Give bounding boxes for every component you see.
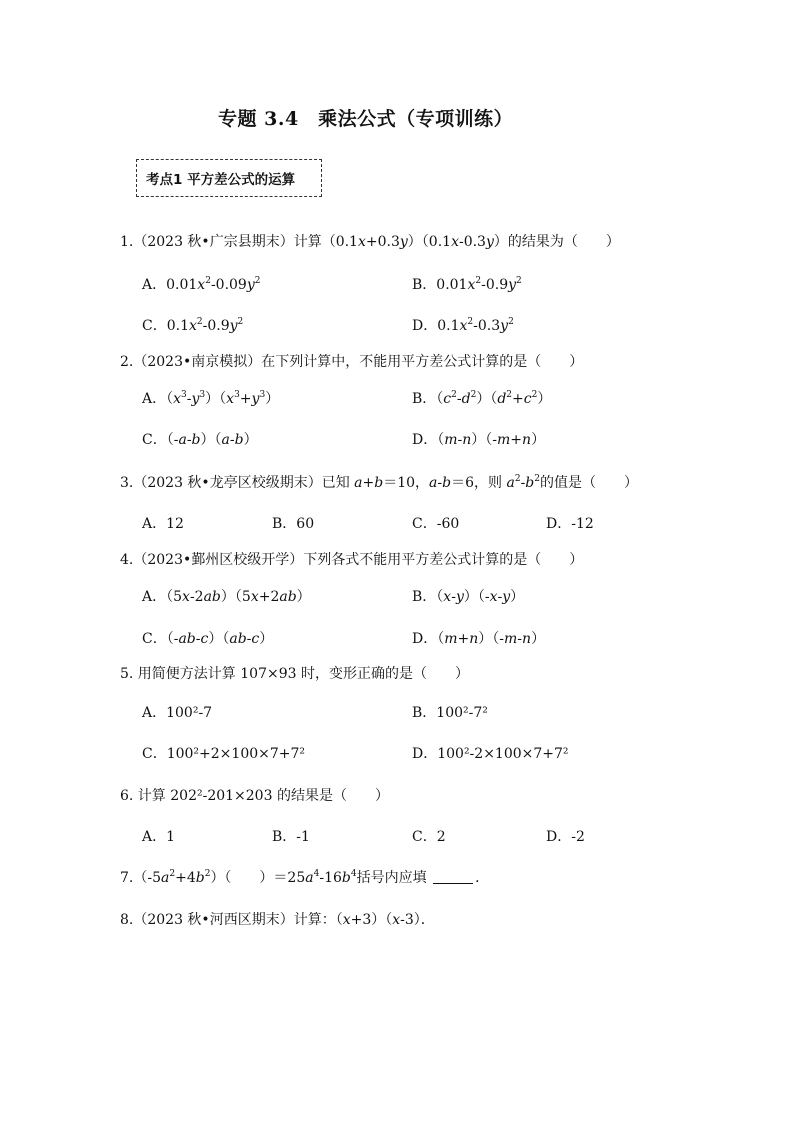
question-3: 3.（2023 秋•龙亭区校级期末）已知 a+b＝10，a-b＝6，则 $a^2-b^2$的值是（ ） bbox=[120, 474, 638, 491]
q3-option-c: C．-60 bbox=[412, 516, 460, 532]
q1-option-c: C．$0.1x^2-0.9y^2$ bbox=[142, 317, 244, 334]
question-4: 4.（2023•鄞州区校级开学）下列各式不能用平方差公式计算的是（ ） bbox=[120, 552, 584, 568]
topic-box: 考点1 平方差公式的运算 bbox=[136, 159, 322, 197]
question-5: 5. 用简便方法计算 107×93 时，变形正确的是（ ） bbox=[120, 666, 469, 682]
q2-option-c: C．（-a-b）（a-b） bbox=[142, 432, 258, 448]
q1-option-b: B．$0.01x^2-0.9y^2$ bbox=[412, 276, 522, 293]
question-6: 6. 计算 202²-201×203 的结果是（ ） bbox=[120, 788, 389, 804]
q4-option-b: B．（x-y）（-x-y） bbox=[412, 589, 525, 605]
q6-option-b: B．-1 bbox=[272, 829, 310, 845]
q2-option-b: B．$(c^2-d^2)(d^2+c^2)$ bbox=[412, 390, 552, 407]
q4-option-c: C．（-ab-c）（ab-c） bbox=[142, 631, 274, 647]
q1-option-d: D．$0.1x^2-0.3y^2$ bbox=[412, 317, 514, 334]
question-2: 2.（2023•南京模拟）在下列计算中，不能用平方差公式计算的是（ ） bbox=[120, 354, 584, 370]
q5-option-c: C．100²+2×100×7+7² bbox=[142, 746, 306, 762]
q6-option-d: D．-2 bbox=[546, 829, 585, 845]
answer-blank[interactable] bbox=[433, 869, 473, 884]
q6-option-a: A．1 bbox=[142, 829, 176, 845]
question-1: 1.（2023 秋•广宗县期末）计算（0.1x+0.3y）（0.1x-0.3y）的结果为（ ） bbox=[120, 234, 620, 250]
q3-option-b: B．60 bbox=[272, 516, 315, 532]
q3-option-d: D．-12 bbox=[546, 516, 594, 532]
page-title: 专题 3.4 乘法公式（专项训练） bbox=[218, 108, 514, 130]
q2-option-d: D．（m-n）（-m+n） bbox=[412, 432, 546, 448]
q5-option-a: A．100²-7 bbox=[142, 705, 213, 721]
q5-option-d: D．100²-2×100×7+7² bbox=[412, 746, 569, 762]
q6-option-c: C．2 bbox=[412, 829, 446, 845]
question-7: $7.(-5a^2+4b^2)$（ ）$=25a^4-16b^4$括号内应填 ． bbox=[120, 869, 490, 886]
q3-option-a: A．12 bbox=[142, 516, 184, 532]
q4-option-a: A．（5x-2ab）（5x+2ab） bbox=[142, 589, 311, 605]
q2-option-a: A．$(x^3-y^3)(x^3+y^3)$ bbox=[142, 390, 280, 407]
q1-option-a: A．$0.01x^2-0.09y^2$ bbox=[142, 276, 261, 293]
q4-option-d: D．（m+n）（-m-n） bbox=[412, 631, 546, 647]
question-8: 8.（2023 秋•河西区期末）计算：（x+3）（x-3）． bbox=[120, 912, 435, 928]
q5-option-b: B．100²-7² bbox=[412, 705, 488, 721]
